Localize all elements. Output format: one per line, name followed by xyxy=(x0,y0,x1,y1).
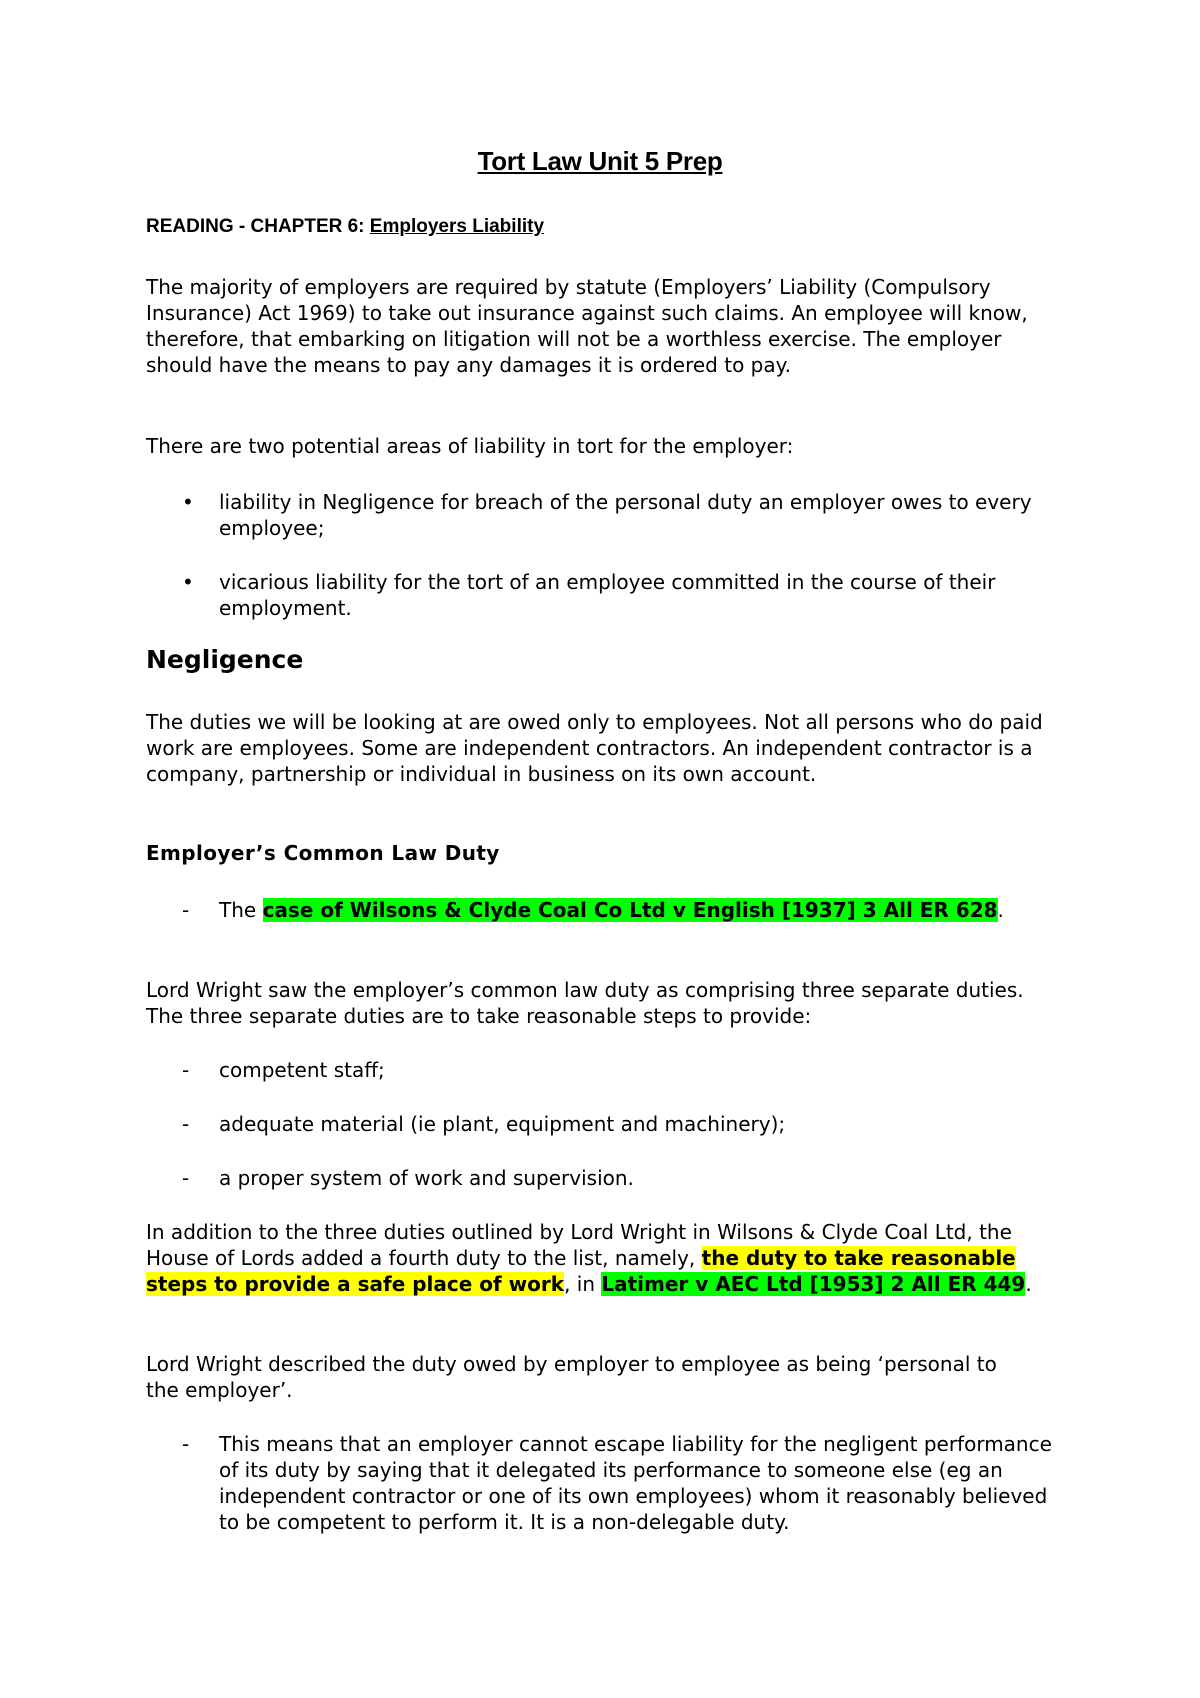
dash-symbol: - xyxy=(182,1432,190,1456)
list-item: a proper system of work and supervision. xyxy=(219,1166,634,1190)
list-item: adequate material (ie plant, equipment and machinery); xyxy=(219,1112,786,1136)
reading-topic: Employers Liability xyxy=(369,216,545,237)
fourth-duty-paragraph xyxy=(146,1219,1061,1297)
list-item: liability in Negligence for breach of the personal duty an employer owes to every employee; xyxy=(219,490,1032,540)
fourth-duty-text: . xyxy=(1025,1272,1032,1296)
fourth-duty-text: , in xyxy=(564,1272,602,1296)
latimer-highlight-green: Latimer v AEC Ltd [1953] 2 All ER 449 xyxy=(601,1272,1026,1296)
safe-place-highlight-yellow: the duty to take reasonable steps to provide a safe place of work xyxy=(146,1246,1016,1296)
case-list-item xyxy=(219,897,1049,923)
dash-symbol: - xyxy=(182,1112,190,1136)
case-text-after: . xyxy=(997,898,1004,922)
list-item: competent staff; xyxy=(219,1058,385,1082)
intro-paragraph: The majority of employers are required by statute (Employers’ Liability (Compulsory Insurance) Act 1969) to take out insurance against such claims. An employee will know, therefore, that embarking on litigation will not be a worthless exercise. The employer should have the means to pay any damages it is ordered to pay. xyxy=(146,275,1028,377)
list-item: vicarious liability for the tort of an employee committed in the course of their employment. xyxy=(219,570,996,620)
reading-prefix: READING - CHAPTER 6: xyxy=(146,216,370,237)
negligence-paragraph: The duties we will be looking at are owed only to employees. Not all persons who do paid work are employees. Some are independent contractors. An independent contractor is a company, partnership or individual in business on its own account. xyxy=(146,710,1043,786)
dash-symbol: - xyxy=(182,898,190,922)
case-text-before: The xyxy=(219,898,263,922)
case-highlight-green: case of Wilsons & Clyde Coal Co Ltd v English [1937] 3 All ER 628 xyxy=(262,898,998,922)
liability-areas-paragraph: There are two potential areas of liability in tort for the employer: xyxy=(146,434,794,458)
bullet-symbol: • xyxy=(182,570,194,594)
dash-symbol: - xyxy=(182,1166,190,1190)
reading-heading xyxy=(146,216,544,238)
fourth-duty-text: In addition to the three duties outlined by Lord Wright in Wilsons & Clyde Coal Ltd, the House of Lords added a fourth duty to the list, namely, xyxy=(146,1220,1012,1270)
list-item: This means that an employer cannot escape liability for the negligent performance of its duty by saying that it delegated its performance to someone else (eg an independent contractor or one of its own employees) whom it reasonably believed to be competent to perform it. It is a non-delegable duty. xyxy=(219,1432,1052,1534)
three-duties-paragraph: Lord Wright saw the employer’s common law duty as comprising three separate duties. The three separate duties are to take reasonable steps to provide: xyxy=(146,978,1024,1028)
document-title: Tort Law Unit 5 Prep xyxy=(477,146,723,176)
dash-symbol: - xyxy=(182,1058,190,1082)
bullet-symbol: • xyxy=(182,490,194,514)
negligence-heading: Negligence xyxy=(146,645,304,674)
common-law-duty-heading: Employer’s Common Law Duty xyxy=(146,841,500,865)
personal-duty-paragraph: Lord Wright described the duty owed by employer to employee as being ‘personal to the employer’. xyxy=(146,1352,997,1402)
